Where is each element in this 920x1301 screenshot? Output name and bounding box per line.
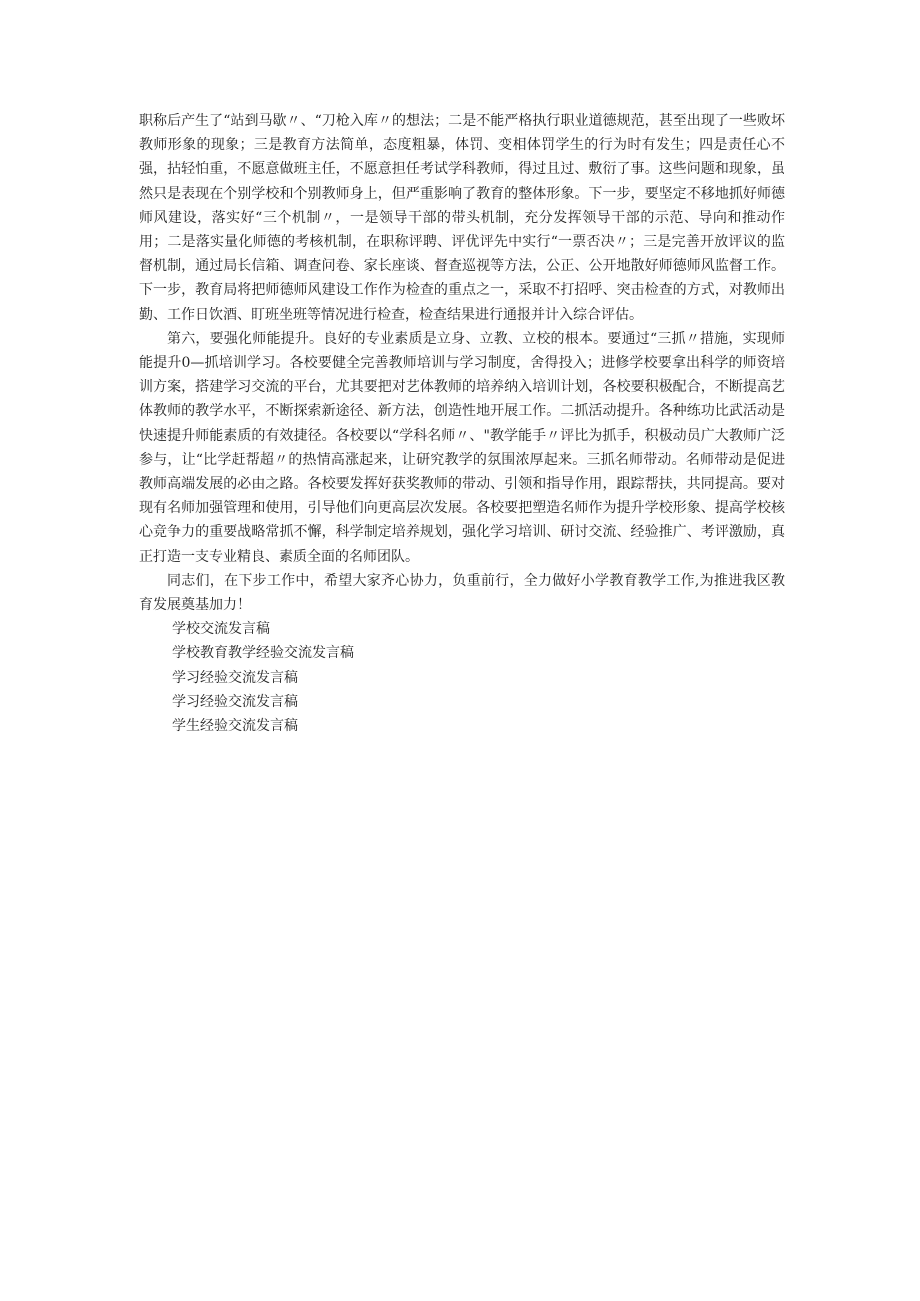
paragraph-continuation: 职称后产生了“站到马歇〃、“刀枪入库〃的想法；二是不能严格执行职业道德规范，甚至出现了一些败坏教师形象的现象；三是教育方法简单，态度粗暴，体罚、变相体罚学生的行为时有发生；四是责任心不强，拈轻怕重，不愿意做班主任，不愿意担任考试学科教师，得过且过、敷衍了事。这些问题和现象，虽然只是表现在个别学校和个别教师身上，但严重影响了教育的整体形象。下一步，要坚定不移地抓好师德师风建设，落实好“三个机制〃，一是领导干部的带头机制，充分发挥领导干部的示范、导向和推动作用；二是落实量化师德的考核机制，在职称评聘、评优评先中实行“一票否决〃；三是完善开放评议的监督机制，通过局长信箱、调查问卷、家长座谈、督查巡视等方法，公正、公开地散好师德师风监督工作。下一步，教育局将把师德师风建设工作作为检查的重点之一，采取不打招呼、突击检查的方式，对教师出勤、工作日饮酒、盯班坐班等情况进行检查，检查结果进行通报并计入综合评估。 xyxy=(139,113,785,323)
paragraph-sixth-point: 第六，要强化师能提升。良好的专业素质是立身、立教、立校的根本。要通过“三抓〃措施，实现师能提升0—抓培训学习。各校要健全完善教师培训与学习制度，舍得投入；进修学校要拿出科学的师资培训方案，搭建学习交流的平台，尤其要把对艺体教师的培养纳入培训计划，各校要积极配合，不断提高艺体教师的教学水平，不断探索新途径、新方法，创造性地开展工作。二抓活动提升。各种练功比武活动是快速提升师能素质的有效捷径。各校要以“学科名师〃、"教学能手〃评比为抓手，积极动员广大教师广泛参与，让“比学赶帮超〃的热情高涨起来，让研究教学的氛围浓厚起来。三抓名师带动。名师带动是促进教师高端发展的必由之路。各校要发挥好获奖教师的带动、引领和指导作用，跟踪帮扶，共同提高。要对现有名师加强管理和使用，引导他们向更高层次发展。各校要把塑造名师作为提升学校形象、提高学校核心竞争力的重要战略常抓不懈，科学制定培养规划，强化学习培训、研讨交流、经验推广、考评激励，真正打造一支专业精良、素质全面的名师团队。 xyxy=(139,330,785,565)
related-title-item: 学习经验交流发言稿 xyxy=(172,669,298,686)
related-title-item: 学校教育教学经验交流发言稿 xyxy=(172,645,354,662)
related-title-item: 学校交流发言稿 xyxy=(172,621,270,638)
related-titles-list xyxy=(139,617,785,738)
document-body xyxy=(139,109,785,738)
paragraph-closing: 同志们，在下步工作中，希望大家齐心协力，负重前行，全力做好小学教育教学工作,为推进我区教育发展奠基加力！ xyxy=(139,572,785,614)
related-title-item: 学习经验交流发言稿 xyxy=(172,693,298,710)
related-title-item: 学生经验交流发言稿 xyxy=(172,718,298,735)
